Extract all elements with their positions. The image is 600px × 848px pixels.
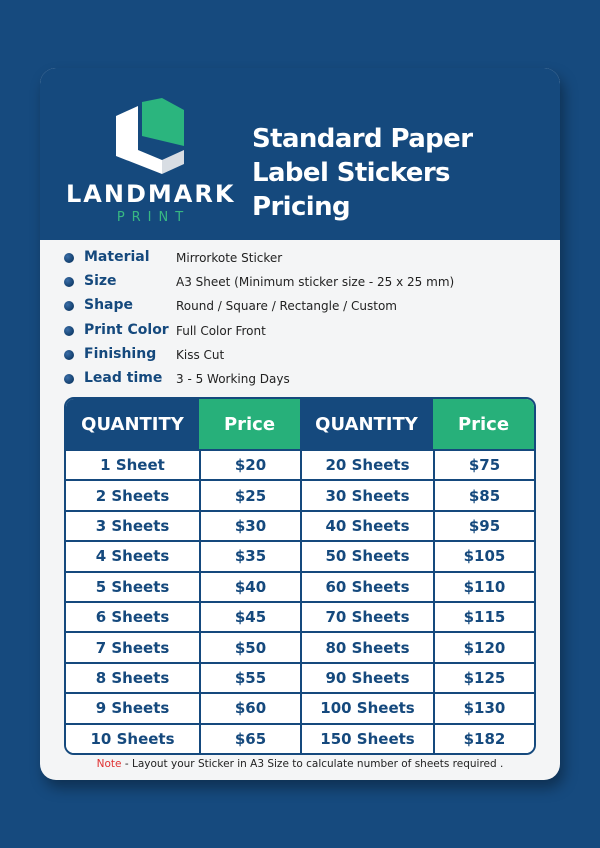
table-row	[66, 510, 534, 540]
table-row	[66, 571, 534, 601]
price-cell: $182	[433, 723, 534, 753]
price-cell: $55	[199, 662, 300, 692]
quantity-cell: 30 Sheets	[300, 479, 433, 509]
price-cell: $20	[199, 449, 300, 479]
quantity-cell: 4 Sheets	[66, 540, 199, 570]
table-row	[66, 479, 534, 509]
spec-label: Print Color	[84, 321, 169, 338]
spec-label: Lead time	[84, 369, 163, 386]
table-header	[66, 399, 534, 449]
footer-note	[40, 758, 560, 770]
price-header: Price	[433, 399, 534, 449]
quantity-cell: 80 Sheets	[300, 631, 433, 661]
price-cell: $75	[433, 449, 534, 479]
price-cell: $115	[433, 601, 534, 631]
price-cell: $40	[199, 571, 300, 601]
quantity-cell: 70 Sheets	[300, 601, 433, 631]
price-cell: $130	[433, 692, 534, 722]
quantity-cell: 9 Sheets	[66, 692, 199, 722]
price-cell: $30	[199, 510, 300, 540]
bullet-icon	[64, 301, 74, 311]
quantity-header: QUANTITY	[300, 399, 433, 449]
spec-item	[62, 319, 542, 343]
table-row	[66, 692, 534, 722]
price-cell: $105	[433, 540, 534, 570]
page-title	[252, 122, 552, 224]
quantity-cell: 3 Sheets	[66, 510, 199, 540]
price-cell: $35	[199, 540, 300, 570]
price-cell: $120	[433, 631, 534, 661]
spec-item	[62, 343, 542, 367]
note-text: - Layout your Sticker in A3 Size to calculate number of sheets required .	[121, 758, 504, 770]
price-cell: $110	[433, 571, 534, 601]
quantity-cell: 2 Sheets	[66, 479, 199, 509]
price-cell: $50	[199, 631, 300, 661]
quantity-cell: 100 Sheets	[300, 692, 433, 722]
price-cell: $60	[199, 692, 300, 722]
quantity-cell: 150 Sheets	[300, 723, 433, 753]
quantity-cell: 60 Sheets	[300, 571, 433, 601]
quantity-cell: 90 Sheets	[300, 662, 433, 692]
spec-item	[62, 294, 542, 318]
quantity-cell: 50 Sheets	[300, 540, 433, 570]
spec-value: Mirrorkote Sticker	[176, 251, 283, 265]
landmark-logo-icon	[112, 98, 188, 178]
price-header: Price	[199, 399, 300, 449]
bullet-icon	[64, 374, 74, 384]
quantity-cell: 20 Sheets	[300, 449, 433, 479]
pricing-card	[40, 68, 560, 780]
table-row	[66, 449, 534, 479]
table-row	[66, 601, 534, 631]
table-row	[66, 631, 534, 661]
spec-value: Kiss Cut	[176, 347, 225, 362]
brand-name: LANDMARK	[66, 180, 236, 208]
quantity-header: QUANTITY	[66, 399, 199, 449]
bullet-icon	[64, 326, 74, 336]
spec-label: Finishing	[84, 345, 157, 362]
quantity-cell: 1 Sheet	[66, 449, 199, 479]
quantity-cell: 6 Sheets	[66, 601, 199, 631]
quantity-cell: 40 Sheets	[300, 510, 433, 540]
spec-item	[62, 246, 542, 270]
brand-subtitle: PRINT	[116, 210, 191, 225]
price-cell: $45	[199, 601, 300, 631]
quantity-cell: 8 Sheets	[66, 662, 199, 692]
bullet-icon	[64, 277, 74, 287]
spec-value: Full Color Front	[176, 323, 266, 338]
table-row	[66, 662, 534, 692]
bullet-icon	[64, 253, 74, 263]
spec-label: Material	[84, 249, 150, 265]
spec-value: A3 Sheet (Minimum sticker size - 25 x 25 mm)	[176, 275, 455, 290]
spec-label: Shape	[84, 297, 134, 314]
title-line-2: Label Stickers Pricing	[252, 158, 450, 222]
quantity-cell: 7 Sheets	[66, 631, 199, 661]
price-cell: $95	[433, 510, 534, 540]
quantity-cell: 10 Sheets	[66, 723, 199, 753]
spec-label: Size	[84, 273, 117, 290]
pricing-table	[64, 397, 536, 755]
price-cell: $125	[433, 662, 534, 692]
price-cell: $25	[199, 479, 300, 509]
header-banner	[40, 68, 560, 240]
quantity-cell: 5 Sheets	[66, 571, 199, 601]
spec-value: 3 - 5 Working Days	[176, 371, 290, 386]
spec-list	[62, 246, 542, 391]
price-cell: $85	[433, 479, 534, 509]
table-row	[66, 723, 534, 753]
table-row	[66, 540, 534, 570]
price-cell: $65	[199, 723, 300, 753]
spec-value: Round / Square / Rectangle / Custom	[176, 299, 397, 314]
title-line-1: Standard Paper	[252, 124, 473, 154]
note-label: Note	[96, 758, 122, 770]
spec-item	[62, 367, 542, 391]
spec-item	[62, 270, 542, 294]
bullet-icon	[64, 350, 74, 360]
